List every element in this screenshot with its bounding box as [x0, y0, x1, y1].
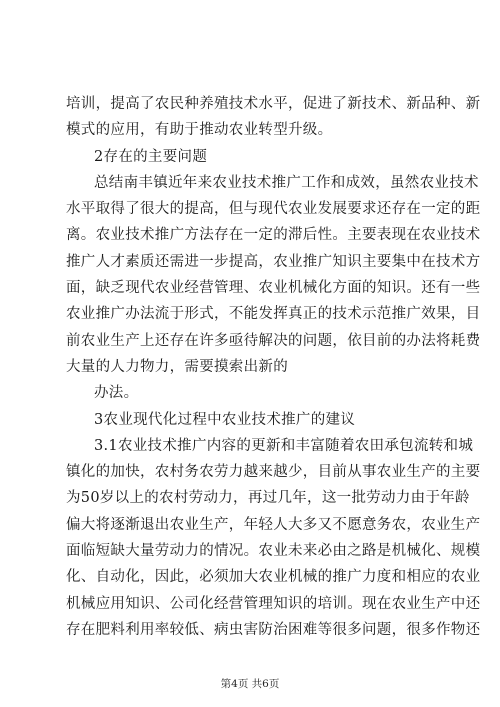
section-heading: 2存在的主要问题: [94, 148, 208, 165]
document-body: [66, 91, 481, 643]
text-line: 大量的人力物力，需要摸索出新的: [66, 358, 288, 375]
text-line: 水平取得了很大的提高，但与现代农业发展要求还存在一定的距: [66, 201, 481, 218]
text-line: 推广人才素质还需进一步提高，农业推广知识主要集中在技术方: [66, 253, 481, 270]
text-line: 化、自动化，因此，必须加大农业机械的推广力度和相应的农业: [66, 569, 481, 586]
text-line: 镇化的加快，农村务农劳力越来越少，目前从事农业生产的主要: [66, 464, 481, 481]
subsection-line: 3.1农业技术推广内容的更新和丰富随着农田承包流转和城: [94, 437, 474, 454]
text-line: 总结南丰镇近年来农业技术推广工作和成效，虽然农业技术: [94, 174, 479, 191]
text-line: 模式的应用，有助于推动农业转型升级。: [66, 122, 333, 139]
text-line: 办法。: [94, 385, 139, 402]
text-line: 存在肥料利用率较低、病虫害防治困难等很多问题，很多作物还: [66, 621, 481, 638]
text-line: 为50岁以上的农村劳动力，再过几年，这一批劳动力由于年龄: [66, 490, 470, 507]
section-heading: 3农业现代化过程中农业技术推广的建议: [94, 411, 356, 428]
text-line: 面，缺乏现代农业经营管理、农业机械化方面的知识。还有一些: [66, 280, 481, 297]
text-line: 偏大将逐渐退出农业生产，年轻人大多又不愿意务农，农业生产: [66, 516, 481, 533]
text-line: 培训，提高了农民种养殖技术水平，促进了新技术、新品种、新: [66, 96, 481, 112]
text-line: 离。农业技术推广方法存在一定的滞后性。主要表现在农业技术: [66, 227, 481, 244]
page-number-footer: 第4页 共6页: [220, 678, 280, 690]
text-line: 前农业生产上还存在许多亟待解决的问题，依目前的办法将耗费: [66, 332, 481, 349]
text-line: 面临短缺大量劳动力的情况。农业未来必由之路是机械化、规模: [66, 543, 481, 560]
text-line: 机械应用知识、公司化经营管理知识的培训。现在农业生产中还: [66, 595, 481, 612]
text-line: 农业推广办法流于形式，不能发挥真正的技术示范推广效果，目: [66, 306, 481, 323]
